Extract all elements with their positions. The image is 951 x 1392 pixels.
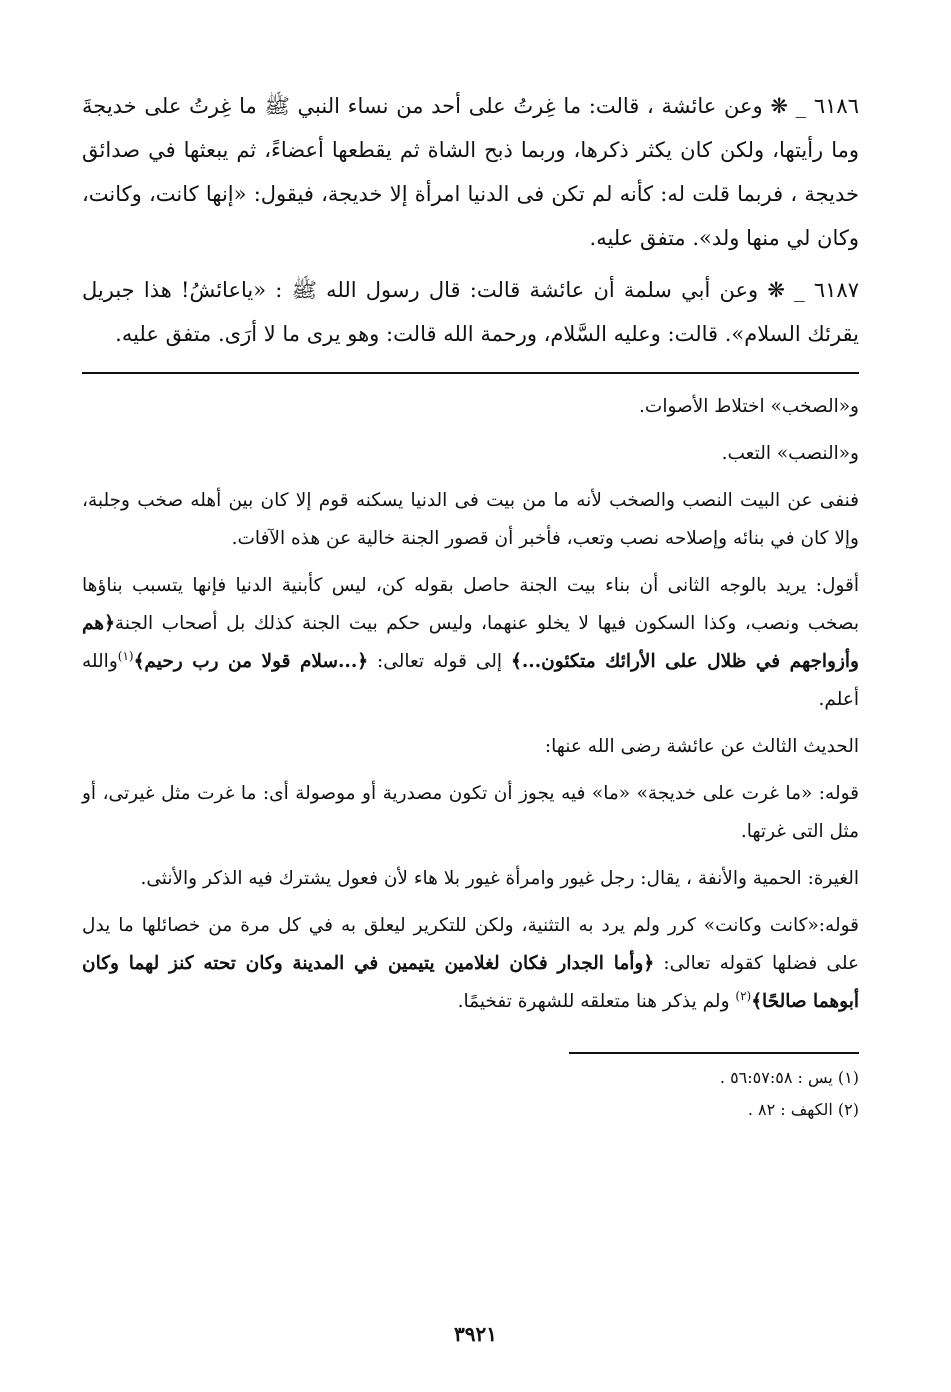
commentary-paragraph: فنفى عن البيت النصب والصخب لأنه ما من بيت فى الدنيا يسكنه قوم إلا كان بين أهله صخب وجلبة، وإلا كان في بنائه وإصلاحه نصب وتعب، فأخبر أن قصور الجنة خالية عن هذه الآفات. (82, 490, 859, 549)
footnote-divider (569, 1052, 859, 1054)
footnote: (٢) الكهف : ٨٢ . (747, 1100, 859, 1119)
commentary-paragraph: و«النصب» التعب. (721, 443, 859, 464)
commentary-paragraph: و«الصخب» اختلاط الأصوات. (639, 396, 859, 417)
section-divider (82, 372, 859, 374)
commentary-paragraph: قوله: «ما غرت على خديجة» «ما» فيه يجوز أن تكون مصدرية أو موصولة أى: ما غرت مثل غيرتى، أو مثل التى غرتها. (82, 783, 859, 842)
hadith-text: _ ❋ وعن أبي سلمة أن عائشة قالت: قال رسول الله ﷺ : «ياعائشُ! هذا جبريل يقرئك السلام». قالت: وعليه السَّلام، ورحمة الله قالت: وهو يرى ما لا أرَى. متفق عليه. (82, 278, 859, 346)
hadith-text: _ ❋ وعن عائشة ، قالت: ما غِرتُ على أحد من نساء النبي ﷺ ما غِرتُ على خديجةَ وما رأيتها، ولكن كان يكثر ذكرها، وربما ذبح الشاة ثم يقطعها أعضاءً، ثم يبعثها في صدائق خديجة ، فربما قلت له: كأنه لم تكن فى الدنيا امرأة إلا خديجة، فيقول: «إنها كانت، وكانت، وكان لي منها ولد». متفق عليه. (82, 94, 859, 250)
quran-quote: ﴿وأما الجدار فكان لغلامين يتيمين في المدينة وكان تحته كنز لهما وكان أبوهما صالحًا﴾ (82, 953, 859, 1012)
footnote: (١) يس : ٥٦:٥٧:٥٨ . (719, 1068, 859, 1087)
commentary-paragraph: الغيرة: الحمية والأنفة ، يقال: رجل غيور وامرأة غيور بلا هاء لأن فعول يشترك فيه الذكر والأنثى. (140, 868, 859, 889)
hadith-6187 (82, 268, 859, 356)
commentary-text: والله أعلم. (82, 651, 859, 710)
footnote-divider-wrap (82, 1030, 859, 1062)
hadith-number: ٦١٨٧ (813, 278, 859, 302)
commentary-text: إلى قوله تعالى: (368, 651, 512, 672)
commentary-text: قوله:«كانت وكانت» كرر ولم يرد به التثنية، ولكن للتكرير ليعلق به في كل مرة من خصائلها ما يدل على فضلها كقوله تعالى: (82, 915, 860, 974)
quran-quote: ﴿هم وأزواجهم في ظلال على الأرائك متكئون...﴾ (82, 613, 859, 672)
commentary-text: ولم يذكر هنا متعلقه للشهرة تفخيمًا. (457, 991, 736, 1012)
commentary-paragraph (82, 567, 859, 719)
page-number: ٣٩٢١ (454, 1322, 497, 1346)
commentary-paragraph (82, 907, 859, 1021)
footnote-ref: (٢) (735, 988, 752, 1003)
quran-quote: ﴿...سلام قولا من رب رحيم﴾ (133, 651, 369, 672)
commentary-text: أقول: يريد بالوجه الثانى أن بناء بيت الجنة حاصل بقوله كن، ليس كأبنية الدنيا فإنها يتسبب بناؤها بصخب ونصب، وكذا السكون فيها لا يخلو عنهما، وليس حكم بيت الجنة كذلك بل أصحاب الجنة (82, 575, 859, 634)
hadith-number: ٦١٨٦ (813, 94, 859, 118)
commentary-heading: الحديث الثالث عن عائشة رضى الله عنها: (544, 736, 859, 757)
footnote-ref: (١) (117, 648, 134, 663)
hadith-6186 (82, 84, 859, 260)
